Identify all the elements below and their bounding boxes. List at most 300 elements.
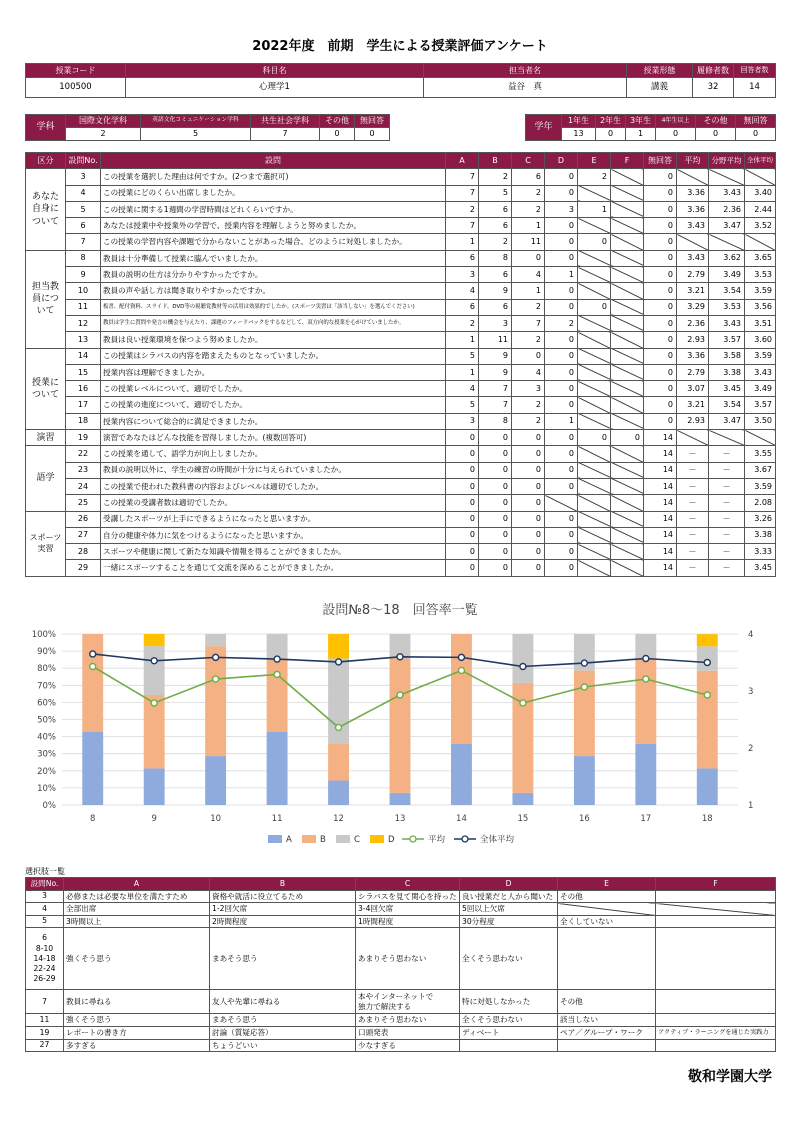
table-row <box>26 544 776 560</box>
value-cell: － <box>709 495 745 511</box>
value-cell <box>611 283 644 299</box>
y-tick-label: 0% <box>42 801 56 811</box>
evaluation-table <box>25 152 776 577</box>
legend-swatch-dot <box>410 836 416 842</box>
bar-segment-A <box>205 756 226 805</box>
grade-header: 2年生 <box>596 115 626 128</box>
value-cell: 8 <box>479 250 512 266</box>
line-point <box>520 700 526 706</box>
table-row <box>26 283 776 299</box>
option-cell: 特に対処しなかった <box>460 990 558 1014</box>
question-no: 23 <box>66 462 101 478</box>
value-cell <box>709 430 745 446</box>
line-point <box>274 671 280 677</box>
value-cell: 1 <box>578 201 611 217</box>
option-cell: 1時間程度 <box>356 915 460 928</box>
dept-header: 英語文化コミュニケーション学科 <box>141 115 251 128</box>
legend-label: A <box>286 835 292 845</box>
value-cell <box>578 527 611 543</box>
main-header-cell: D <box>545 153 578 169</box>
value-cell: 3.53 <box>709 299 745 315</box>
value-cell: 3.56 <box>745 299 776 315</box>
value-cell: 9 <box>479 348 512 364</box>
options-title: 選択肢一覧 <box>25 867 65 876</box>
value-cell: 1 <box>446 364 479 380</box>
value-cell: 0 <box>446 430 479 446</box>
question-no: 18 <box>66 413 101 429</box>
question-no: 15 <box>66 364 101 380</box>
value-cell: 3.54 <box>709 283 745 299</box>
value-cell: 2 <box>578 169 611 185</box>
value-cell: 0 <box>446 560 479 576</box>
table-row <box>26 495 776 511</box>
value-cell: 0 <box>644 381 677 397</box>
line-point <box>643 676 649 682</box>
value-cell <box>677 234 709 250</box>
line-point <box>397 692 403 698</box>
value-cell: 3.21 <box>677 397 709 413</box>
respondents-header: 回答者数 <box>734 64 776 78</box>
option-cell: 全くしていない <box>558 915 656 928</box>
value-cell <box>611 348 644 364</box>
value-cell: 0 <box>479 495 512 511</box>
option-cell: あまりそう思わない <box>356 1014 460 1027</box>
department-table <box>25 114 390 141</box>
value-cell: 0 <box>545 511 578 527</box>
value-cell: 0 <box>644 364 677 380</box>
value-cell: 1 <box>446 234 479 250</box>
x-tick-label: 14 <box>456 814 467 824</box>
option-cell: 全くそう思わない <box>460 1014 558 1027</box>
value-cell: 0 <box>644 234 677 250</box>
option-cell: 3時間以上 <box>64 915 210 928</box>
value-cell: 0 <box>545 332 578 348</box>
department-label: 学科 <box>26 115 66 141</box>
value-cell: 0 <box>545 527 578 543</box>
main-header-cell: 無回答 <box>644 153 677 169</box>
course-name-header: 科目名 <box>126 64 424 78</box>
value-cell <box>578 218 611 234</box>
table-row <box>26 511 776 527</box>
table-row <box>26 169 776 185</box>
question-no: 11 <box>66 299 101 315</box>
option-cell: 良い授業だと人から聞いた <box>460 890 558 903</box>
value-cell <box>611 201 644 217</box>
question-text: 教員は良い授業環境を保つよう努めましたか。 <box>101 332 446 348</box>
value-cell: 0 <box>479 511 512 527</box>
value-cell: 0 <box>644 397 677 413</box>
option-cell: まあそう思う <box>210 1014 356 1027</box>
line-point <box>336 724 342 730</box>
bar-segment-B <box>697 671 718 769</box>
question-no: 4 <box>66 185 101 201</box>
option-cell: シラバスを見て関心を持った <box>356 890 460 903</box>
question-no: 16 <box>66 381 101 397</box>
option-cell <box>656 990 776 1014</box>
line-point <box>90 651 96 657</box>
question-no: 14 <box>66 348 101 364</box>
options-no: 3 <box>26 890 64 903</box>
bar-segment-A <box>574 756 595 805</box>
value-cell: 3.59 <box>745 283 776 299</box>
value-cell: 3 <box>446 267 479 283</box>
main-header-cell: C <box>512 153 545 169</box>
category-cell: スポーツ 実習 <box>26 511 66 576</box>
value-cell <box>578 478 611 494</box>
value-cell <box>545 495 578 511</box>
bar-segment-B <box>451 634 472 744</box>
value-cell: 0 <box>545 234 578 250</box>
value-cell: 0 <box>512 462 545 478</box>
value-cell: 0 <box>545 169 578 185</box>
options-row <box>26 928 776 990</box>
table-row <box>26 315 776 331</box>
question-no: 8 <box>66 250 101 266</box>
line-point <box>581 684 587 690</box>
value-cell: 0 <box>512 511 545 527</box>
value-cell: 0 <box>446 478 479 494</box>
value-cell <box>611 267 644 283</box>
option-cell <box>656 915 776 928</box>
value-cell: 0 <box>545 250 578 266</box>
line-point <box>274 656 280 662</box>
y2-tick-label: 1 <box>748 801 754 811</box>
value-cell: 1 <box>545 267 578 283</box>
dept-header: 共生社会学科 <box>251 115 320 128</box>
value-cell <box>578 348 611 364</box>
option-cell: あまりそう思わない <box>356 928 460 990</box>
y-tick-label: 80% <box>37 664 56 675</box>
enrolled-header: 履修者数 <box>693 64 734 78</box>
line-point <box>704 660 710 666</box>
value-cell: 2 <box>512 332 545 348</box>
main-header-cell: 設問 <box>101 153 446 169</box>
question-no: 26 <box>66 511 101 527</box>
value-cell: 3.45 <box>745 560 776 576</box>
value-cell: 6 <box>479 267 512 283</box>
table-row <box>26 462 776 478</box>
value-cell: 0 <box>644 332 677 348</box>
option-cell: 必修または必要な単位を満たすため <box>64 890 210 903</box>
value-cell: 0 <box>545 283 578 299</box>
value-cell: 0 <box>644 283 677 299</box>
options-row <box>26 903 776 916</box>
question-text: 教員は学生に質問や発言の機会を与えたり、課題のフィードバックをするなどして、双方向的な授業を心がけていましたか。 <box>101 315 446 331</box>
options-header-cell: D <box>460 878 558 891</box>
value-cell: 0 <box>578 430 611 446</box>
question-text: 授業内容について総合的に満足できましたか。 <box>101 413 446 429</box>
line-point <box>458 654 464 660</box>
value-cell: 6 <box>446 250 479 266</box>
option-cell <box>656 890 776 903</box>
table-row <box>26 430 776 446</box>
value-cell: 3.43 <box>677 250 709 266</box>
value-cell: 0 <box>479 544 512 560</box>
value-cell <box>745 234 776 250</box>
value-cell: 3.59 <box>745 348 776 364</box>
value-cell: － <box>677 511 709 527</box>
value-cell: － <box>677 478 709 494</box>
value-cell: 0 <box>545 544 578 560</box>
value-cell: 2 <box>512 185 545 201</box>
grade-header: 3年生 <box>626 115 656 128</box>
question-text: 教員の声や話し方は聞き取りやすかったですか。 <box>101 283 446 299</box>
question-no: 10 <box>66 283 101 299</box>
grade-label: 学年 <box>526 115 562 141</box>
line-point <box>336 659 342 665</box>
bar-segment-C <box>267 634 288 658</box>
value-cell: 3.55 <box>745 446 776 462</box>
value-cell: 0 <box>512 446 545 462</box>
category-cell: 語学 <box>26 446 66 511</box>
value-cell: 4 <box>446 283 479 299</box>
value-cell: 3.47 <box>709 218 745 234</box>
value-cell: 3.57 <box>745 397 776 413</box>
value-cell: 0 <box>644 201 677 217</box>
value-cell: 0 <box>512 527 545 543</box>
options-row <box>26 1026 776 1039</box>
question-text: あなたは授業中や授業外の学習で、授業内容を理解しようと努めましたか。 <box>101 218 446 234</box>
legend-label: B <box>320 835 326 845</box>
bar-segment-C <box>205 634 226 646</box>
question-no: 25 <box>66 495 101 511</box>
dept-value: 0 <box>355 128 390 141</box>
line-point <box>213 654 219 660</box>
option-cell <box>558 928 656 990</box>
university-name: 敬和学園大学 <box>688 1069 772 1085</box>
option-cell: 資格や就活に役立てるため <box>210 890 356 903</box>
dept-header: その他 <box>320 115 355 128</box>
y-tick-label: 30% <box>37 749 56 760</box>
legend-swatch <box>370 835 384 843</box>
y-tick-label: 50% <box>37 715 56 726</box>
table-row <box>26 397 776 413</box>
question-no: 22 <box>66 446 101 462</box>
value-cell: 14 <box>644 560 677 576</box>
value-cell <box>578 283 611 299</box>
value-cell: － <box>709 462 745 478</box>
value-cell: 2 <box>479 169 512 185</box>
table-row <box>26 364 776 380</box>
table-row <box>26 201 776 217</box>
bar-segment-B <box>635 658 656 744</box>
value-cell: 3.43 <box>745 364 776 380</box>
option-cell: アクティブ・ラーニングを通じた実践力 <box>656 1026 776 1039</box>
value-cell: 0 <box>545 446 578 462</box>
y-tick-label: 70% <box>37 681 56 692</box>
options-header-cell: 設問No. <box>26 878 64 891</box>
value-cell: 3.53 <box>745 267 776 283</box>
value-cell: 0 <box>479 446 512 462</box>
value-cell: 0 <box>545 478 578 494</box>
value-cell: 3.49 <box>709 267 745 283</box>
value-cell: 3.36 <box>677 185 709 201</box>
value-cell: 1 <box>512 218 545 234</box>
y-tick-label: 20% <box>37 766 56 777</box>
y-tick-label: 60% <box>37 698 56 709</box>
value-cell: 9 <box>479 364 512 380</box>
value-cell: 3.65 <box>745 250 776 266</box>
value-cell: 3.38 <box>745 527 776 543</box>
value-cell <box>611 446 644 462</box>
legend-label: 平均 <box>428 835 446 845</box>
table-row <box>26 250 776 266</box>
value-cell: 11 <box>479 332 512 348</box>
option-cell: 3-4回欠席 <box>356 903 460 916</box>
value-cell: 0 <box>644 413 677 429</box>
value-cell <box>611 332 644 348</box>
value-cell: － <box>677 544 709 560</box>
bar-segment-D <box>328 634 349 658</box>
x-tick-label: 8 <box>90 814 96 824</box>
value-cell: 2.79 <box>677 364 709 380</box>
value-cell: 0 <box>512 495 545 511</box>
value-cell <box>611 218 644 234</box>
value-cell: 0 <box>545 364 578 380</box>
value-cell <box>677 430 709 446</box>
option-cell: 強くそう思う <box>64 1014 210 1027</box>
value-cell <box>578 397 611 413</box>
value-cell: 7 <box>479 397 512 413</box>
value-cell: 2 <box>545 315 578 331</box>
value-cell: 6 <box>479 201 512 217</box>
value-cell: 3 <box>479 315 512 331</box>
instructor-name: 益谷 真 <box>424 78 627 98</box>
x-tick-label: 18 <box>701 814 713 824</box>
value-cell: 2.44 <box>745 201 776 217</box>
option-cell <box>558 903 656 916</box>
bar-segment-A <box>328 781 349 805</box>
value-cell: 3.36 <box>677 348 709 364</box>
value-cell: 8 <box>479 413 512 429</box>
dept-header: 国際文化学科 <box>66 115 141 128</box>
value-cell <box>611 315 644 331</box>
instructor-header: 担当者名 <box>424 64 627 78</box>
value-cell <box>578 381 611 397</box>
course-info-table <box>25 63 776 98</box>
course-code: 100500 <box>26 78 126 98</box>
value-cell: 14 <box>644 430 677 446</box>
value-cell: 3.36 <box>677 201 709 217</box>
value-cell: 0 <box>545 299 578 315</box>
value-cell: 3.40 <box>745 185 776 201</box>
question-text: 自分の健康や体力に気をつけるようになったと思いますか。 <box>101 527 446 543</box>
question-text: 授業内容は理解できましたか。 <box>101 364 446 380</box>
x-tick-label: 11 <box>271 814 283 824</box>
bar-segment-B <box>328 744 349 781</box>
value-cell: 0 <box>479 430 512 446</box>
value-cell: 3.29 <box>677 299 709 315</box>
value-cell: 3.33 <box>745 544 776 560</box>
value-cell: 6 <box>479 299 512 315</box>
question-text: この授業の進度について、適切でしたか。 <box>101 397 446 413</box>
option-cell <box>656 903 776 916</box>
value-cell <box>611 544 644 560</box>
table-row <box>26 478 776 494</box>
value-cell: － <box>709 527 745 543</box>
question-text: 教員の説明以外に、学生の練習の時間が十分に与えられていましたか。 <box>101 462 446 478</box>
value-cell: － <box>709 544 745 560</box>
x-tick-label: 17 <box>640 814 652 824</box>
options-row <box>26 990 776 1014</box>
value-cell: 14 <box>644 495 677 511</box>
value-cell: 3.47 <box>709 413 745 429</box>
value-cell: － <box>677 462 709 478</box>
value-cell <box>578 413 611 429</box>
bar-segment-A <box>697 768 718 805</box>
value-cell: 14 <box>644 527 677 543</box>
question-text: 受講したスポーツが上手にできるようになったと思いますか。 <box>101 511 446 527</box>
value-cell: 7 <box>446 169 479 185</box>
option-cell <box>656 928 776 990</box>
value-cell: 0 <box>611 430 644 446</box>
table-row <box>26 218 776 234</box>
question-no: 19 <box>66 430 101 446</box>
line-point <box>520 663 526 669</box>
main-header-cell: B <box>479 153 512 169</box>
value-cell: － <box>709 560 745 576</box>
option-cell: 討論（質疑応答） <box>210 1026 356 1039</box>
value-cell: 3.49 <box>745 381 776 397</box>
question-text: 板書、配付資料、スライド、DVD等の視聴覚教材等の活用は効果的でしたか。(スポーツ実習は「該当しない」を選んでください) <box>101 299 446 315</box>
value-cell <box>611 397 644 413</box>
legend-label: 全体平均 <box>480 835 515 845</box>
table-row <box>26 348 776 364</box>
category-cell: 演習 <box>26 430 66 446</box>
value-cell: 3.67 <box>745 462 776 478</box>
value-cell <box>611 250 644 266</box>
question-no: 5 <box>66 201 101 217</box>
option-cell: その他 <box>558 890 656 903</box>
option-cell: 強くそう思う <box>64 928 210 990</box>
value-cell <box>578 495 611 511</box>
question-text: この授業の受講者数は適切でしたか。 <box>101 495 446 511</box>
category-cell: 担当教 員につ いて <box>26 250 66 348</box>
value-cell: 0 <box>644 299 677 315</box>
y-tick-label: 100% <box>31 630 56 640</box>
value-cell <box>578 462 611 478</box>
x-tick-label: 16 <box>578 814 590 824</box>
value-cell: 2 <box>479 234 512 250</box>
bar-segment-C <box>512 634 533 683</box>
value-cell: 0 <box>644 315 677 331</box>
question-no: 17 <box>66 397 101 413</box>
value-cell: 0 <box>644 169 677 185</box>
value-cell: 2.93 <box>677 332 709 348</box>
option-cell: その他 <box>558 990 656 1014</box>
value-cell <box>611 169 644 185</box>
question-no: 7 <box>66 234 101 250</box>
legend-swatch <box>268 835 282 843</box>
line-point <box>151 658 157 664</box>
grade-value: 0 <box>596 128 626 141</box>
table-row <box>26 234 776 250</box>
bar-segment-C <box>635 634 656 658</box>
bar-segment-B <box>267 658 288 731</box>
value-cell: 0 <box>644 250 677 266</box>
main-header-cell: 平均 <box>677 153 709 169</box>
value-cell: － <box>677 495 709 511</box>
table-row <box>26 185 776 201</box>
value-cell: 0 <box>479 478 512 494</box>
y-tick-label: 90% <box>37 647 56 658</box>
value-cell: 5 <box>479 185 512 201</box>
value-cell: 7 <box>446 218 479 234</box>
value-cell <box>578 250 611 266</box>
bar-segment-A <box>390 793 411 805</box>
value-cell: 0 <box>644 348 677 364</box>
main-header-cell: 設問No. <box>66 153 101 169</box>
